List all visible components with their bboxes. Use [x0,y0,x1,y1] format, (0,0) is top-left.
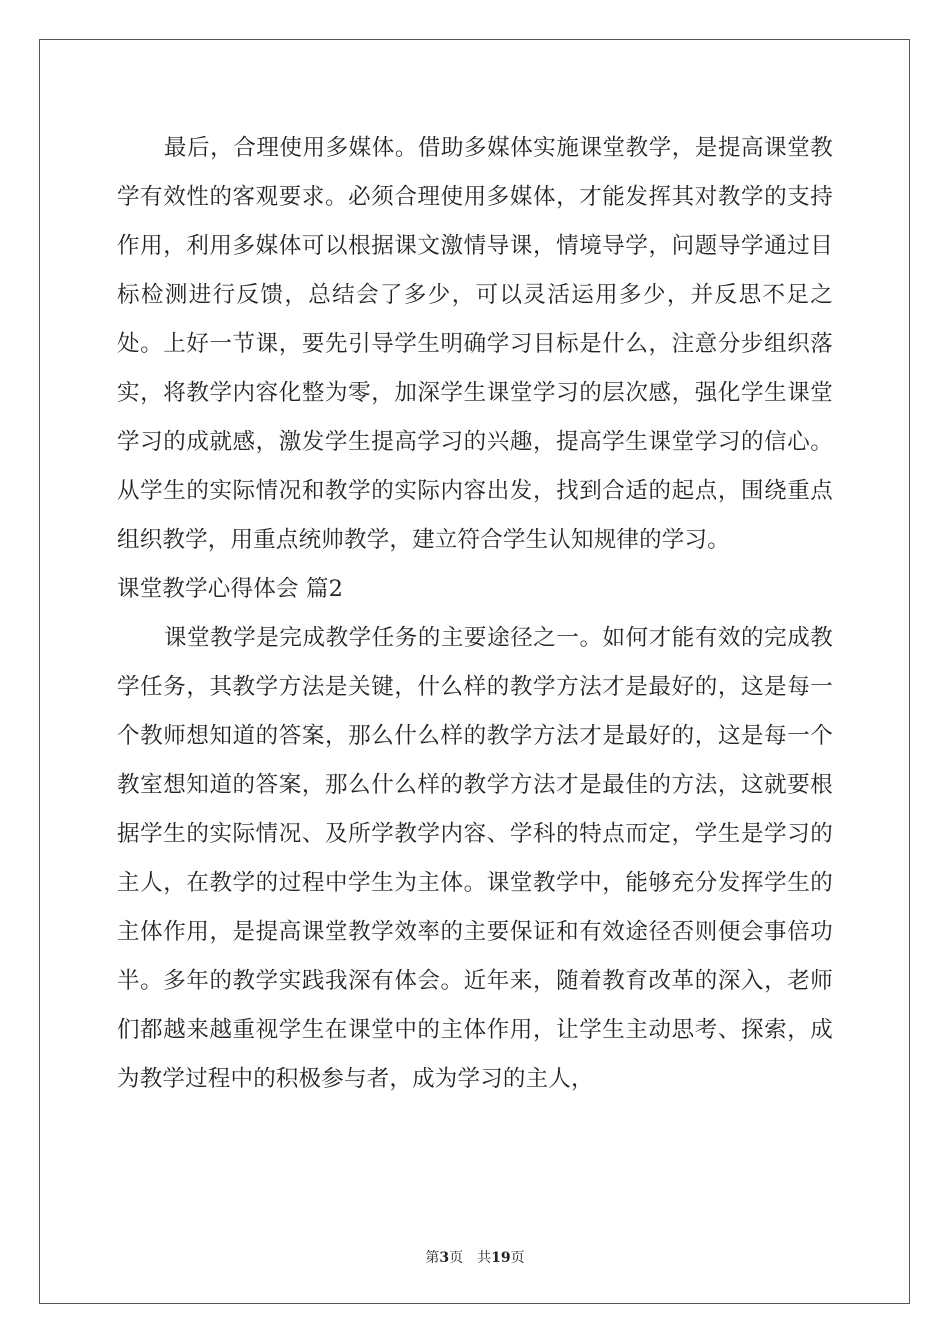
page-suffix: 页 [449,1250,464,1266]
total-pages: 19 [491,1250,511,1266]
body-paragraph-2: 课堂教学是完成教学任务的主要途径之一。如何才能有效的完成教学任务，其教学方法是关键，什么样的教学方法才是最好的，这是每一个教师想知道的答案，那么什么样的教学方法才是最好的，这是每一个教室想知道的答案，那么什么样的教学方法才是最佳的方法，这就要根据学生的实际情况、及所学教学内容、学科的特点而定，学生是学习的主人，在教学的过程中学生为主体。课堂教学中，能够充分发挥学生的主体作用，是提高课堂教学效率的主要保证和有效途径否则便会事倍功半。多年的教学实践我深有体会。近年来，随着教育改革的深入，老师们都越来越重视学生在课堂中的主体作用，让学生主动思考、探索，成为教学过程中的积极参与者，成为学习的主人， [117,625,833,1092]
page-footer [0,1249,950,1267]
page-number: 3 [439,1250,450,1266]
total-suffix: 页 [510,1250,525,1266]
section-heading: 课堂教学心得体会 篇2 [117,576,344,602]
page-prefix: 第 [425,1250,440,1266]
total-prefix: 共 [477,1250,492,1266]
document-body [117,124,833,1104]
body-paragraph-1: 最后，合理使用多媒体。借助多媒体实施课堂教学，是提高课堂教学有效性的客观要求。必须合理使用多媒体，才能发挥其对教学的支持作用，利用多媒体可以根据课文激情导课，情境导学，问题导学通过目标检测进行反馈，总结会了多少，可以灵活运用多少，并反思不足之处。上好一节课，要先引导学生明确学习目标是什么，注意分步组织落实，将教学内容化整为零，加深学生课堂学习的层次感，强化学生课堂学习的成就感，激发学生提高学习的兴趣，提高学生课堂学习的信心。从学生的实际情况和教学的实际内容出发，找到合适的起点，围绕重点组织教学，用重点统帅教学，建立符合学生认知规律的学习。 [117,135,833,553]
